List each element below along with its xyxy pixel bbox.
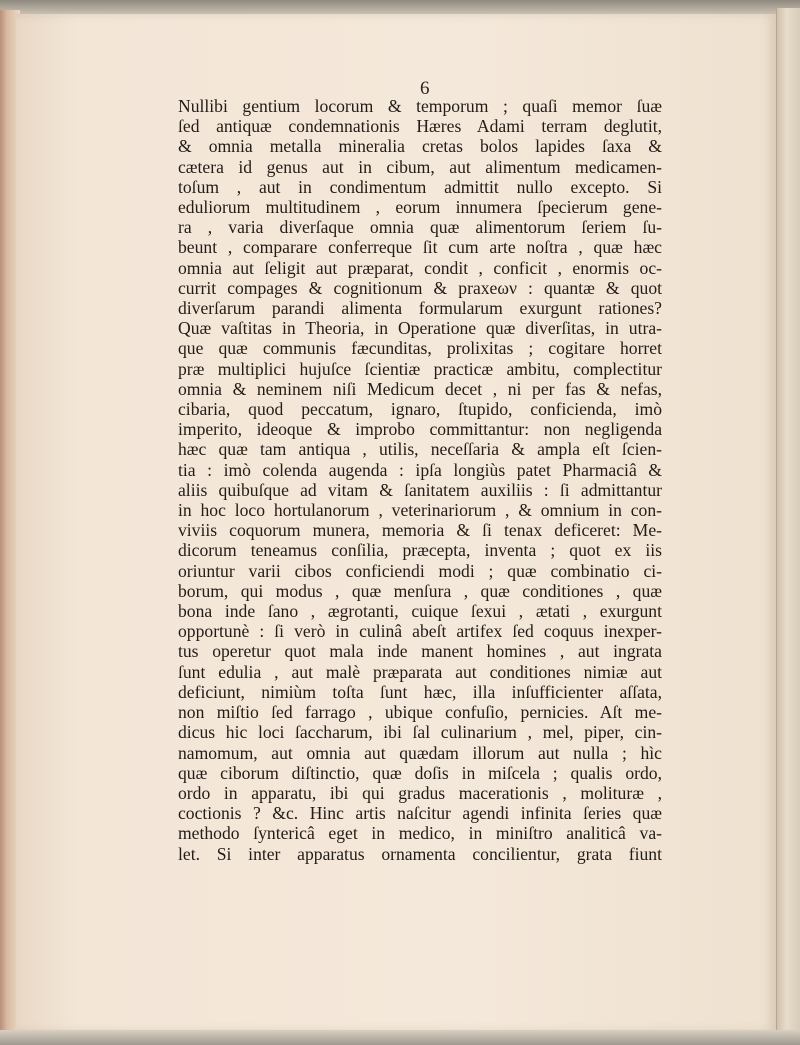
text-line: let. Si inter apparatus ornamenta concilientur, grata fiunt <box>178 843 662 864</box>
right-page-edge <box>776 8 800 1038</box>
text-line: methodo ſyntericâ eget in medico, in miniſtro analiticâ va- <box>178 823 662 844</box>
text-line: toſum , aut in condimentum admittit nullo excepto. Si <box>178 176 662 197</box>
text-line: in hoc loco hortulanorum , veterinariorum , & omnium in con- <box>178 500 662 521</box>
text-line: diverſarum parandi alimenta formularum exurgunt rationes? <box>178 298 662 319</box>
text-line: non miſtio ſed farrago , ubique confuſio, pernicies. Aſt me- <box>178 702 662 723</box>
text-line: ſed antiquæ condemnationis Hæres Adami terram deglutit, <box>178 116 662 137</box>
text-line: ſunt edulia , aut malè præparata aut conditiones nimiæ aut <box>178 661 662 682</box>
text-line: currit compages & cognitionum & praxeων : quantæ & quot <box>178 277 662 298</box>
book-bottom-edge <box>0 1030 800 1045</box>
text-line: ordo in apparatu, ibi qui gradus macerationis , molituræ , <box>178 782 662 803</box>
text-line: dicorum teneamus conſilia, præcepta, inventa ; quot ex iis <box>178 540 662 561</box>
text-line: beunt , comparare conferreque ſit cum arte noſtra , quæ hæc <box>178 237 662 258</box>
body-text <box>178 96 662 864</box>
text-line: eduliorum multitudinem , eorum innumera ſpecierum gene- <box>178 197 662 218</box>
text-line: omnia & neminem niſi Medicum decet , ni per fas & nefas, <box>178 378 662 399</box>
text-line: deficiunt, nimiùm toſta ſunt hæc, illa inſufficienter aſſata, <box>178 681 662 702</box>
text-line: tus operetur quot mala inde manent homines , aut ingrata <box>178 641 662 662</box>
text-line: tia : imò colenda augenda : ipſa longiùs patet Pharmaciâ & <box>178 459 662 480</box>
text-line: Quæ vaſtitas in Theoria, in Operatione quæ diverſitas, in utra- <box>178 318 662 339</box>
text-line: bona inde ſano , ægrotanti, cuique ſexui , ætati , exurgunt <box>178 601 662 622</box>
text-line: ra , varia diverſaque omnia quæ alimentorum ſeriem ſu- <box>178 217 662 238</box>
text-line: Nullibi gentium locorum & temporum ; quaſi memor ſuæ <box>178 96 662 116</box>
text-line: quæ ciborum diſtinctio, quæ doſis in miſcela ; qualis ordo, <box>178 762 662 783</box>
text-line: dicus hic loci ſaccharum, ibi ſal culinarium , mel, piper, cin- <box>178 722 662 743</box>
text-line: namomum, aut omnia aut quædam illorum aut nulla ; hìc <box>178 742 662 763</box>
text-line: aliis quibuſque ad vitam & ſanitatem auxiliis : ſi admittantur <box>178 479 662 500</box>
text-line: omnia aut ſeligit aut præparat, condit , conficit , enormis oc- <box>178 257 662 278</box>
text-line: cibaria, quod peccatum, ignaro, ſtupido, conficienda, imò <box>178 399 662 420</box>
text-line: coctionis ? &c. Hinc artis naſcitur agendi infinita ſeries quæ <box>178 803 662 824</box>
text-line: oriuntur varii cibos conficiendi modi ; quæ combinatio ci- <box>178 560 662 581</box>
text-line: viviis coquorum munera, memoria & ſi tenax deficeret: Me- <box>178 520 662 541</box>
book-top-edge <box>0 0 800 14</box>
page-number: 6 <box>420 78 430 99</box>
text-line: opportunè : ſi verò in culinâ abeſt artifex ſed coquus inexper- <box>178 621 662 642</box>
text-line: præ multiplici hujuſce ſcientiæ practicæ ambitu, complectitur <box>178 358 662 379</box>
text-line: & omnia metalla mineralia cretas bolos lapides ſaxa & <box>178 136 662 157</box>
text-line: que quæ communis fæcunditas, prolixitas ; cogitare horret <box>178 338 662 359</box>
text-line: hæc quæ tam antiqua , utilis, neceſſaria & ampla eſt ſcien- <box>178 439 662 460</box>
text-line: borum, qui modus , quæ menſura , quæ conditiones , quæ <box>178 580 662 601</box>
text-line: cætera id genus aut in cibum, aut alimentum medicamen- <box>178 156 662 177</box>
text-line: imperito, ideoque & improbo committantur: non negligenda <box>178 419 662 440</box>
